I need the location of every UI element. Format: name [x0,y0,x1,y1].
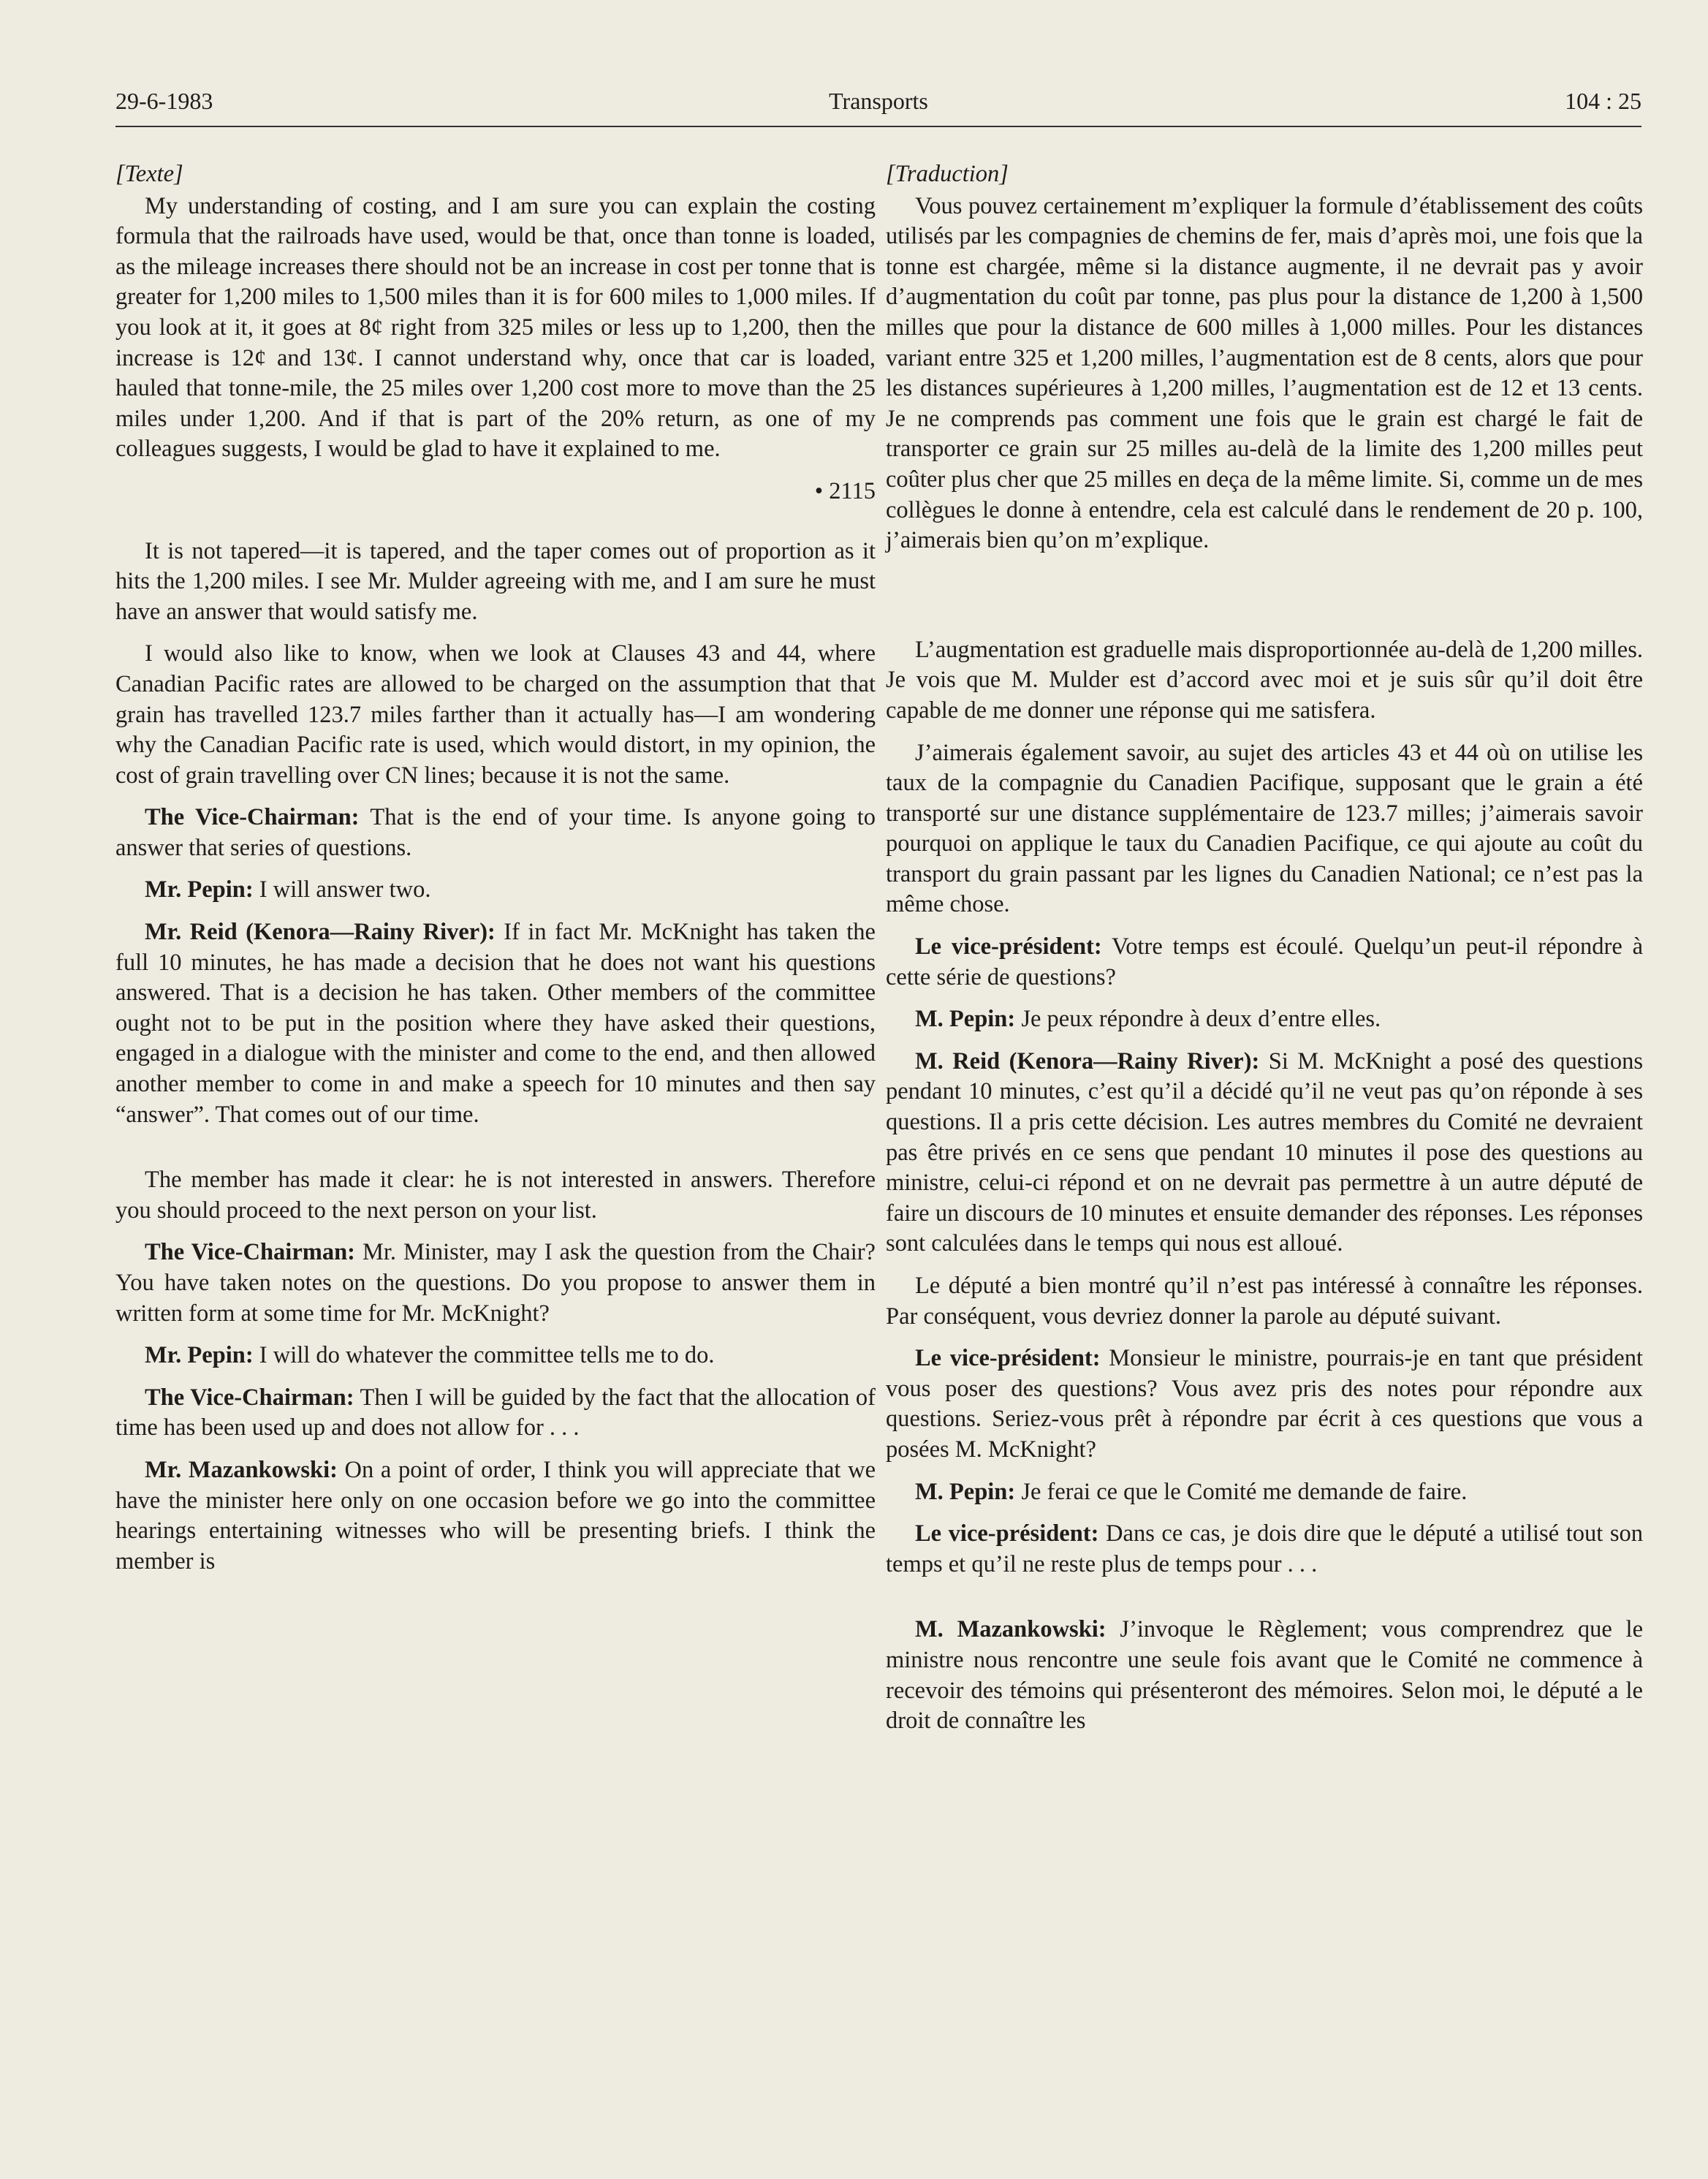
header-title: Transports [829,88,928,114]
speaker-name: The Vice-Chairman: [145,1239,355,1266]
speech-text: Si M. McKnight a posé des questions pendant 10 minutes, c’est qu’il a décidé qu’il ne veut pas qu’on réponde à ses questions. Il a pris cette décision. Les autres membres du Comité ne devraient pas être privés en ce sens que pendant 10 minutes il pose des questions au ministre, celui-ci répond et on ne devrait pas permettre à un autre député de faire un discours de 10 minutes et ensuite demander des réponses. Les réponses sont calculées dans le temps qui nous est alloué. [886,1047,1643,1257]
page-header [115,79,1641,127]
speech-text: Mr. Minister, may I ask the question from the Chair? You have taken notes on the questions. Do you propose to answer them in written form at some time for Mr. McKnight? [115,1239,876,1327]
paragraph: I would also like to know, when we look at Clauses 43 and 44, where Canadian Pacific rates are allowed to be charged on the assumption that that grain has travelled 123.7 miles farther than it actually has—I am wondering why the Canadian Pacific rate is used, which would distort, in my opinion, the cost of grain travelling over CN lines; because it is not the same. [115,640,876,789]
speaker-name: M. Pepin: [915,1006,1016,1033]
speech-text: If in fact Mr. McKnight has taken the full 10 minutes, he has made a decision that he does not want his questions answered. That is a decision he has taken. Other members of the committee ought not to be put in the position where they have asked their questions, engaged in a dialogue with the minister and come to the end, and then allowed another member to come in and make a speech for 10 minutes and then say “answer”. That comes out of our time. [115,919,876,1128]
speaker-name: Le vice-président: [915,1345,1101,1372]
speech-paragraph [115,1383,876,1444]
speaker-name: Mr. Pepin: [145,876,254,903]
speech-paragraph [886,1047,1643,1259]
speech-paragraph [886,1004,1643,1035]
paragraph: Vous pouvez certainement m’expliquer la formule d’établissement des coûts utilisés par les compagnies de chemins de fer, mais d’après moi, une fois que la tonne est chargée, même si la distance augmente, il ne devrait pas y avoir d’augmentation du coût par tonne, pas plus pour la distance de 1,200 à 1,500 milles que pour la distance de 600 milles à 1,000 milles. Pour les distances variant entre 325 et 1,200 milles, l’augmentation est de 8 cents, alors que pour les distances supérieures à 1,200 milles, l’augmentation est de 12 et 13 cents. Je ne comprends pas comment une fois que le grain est chargé le fait de transporter ce grain sur 25 milles au-delà de la limite des 1,200 milles peut coûter plus cher que 25 milles en deça de la même limite. Si, comme un de mes collègues le donne à entendre, cela est calculé dans le rendement de 20 p. 100, j’aimerais bien qu’on m’explique. [886,192,1643,554]
speaker-name: The Vice-Chairman: [145,1384,354,1411]
header-page-number: 104 : 25 [1565,88,1641,114]
speech-text: Je ferai ce que le Comité me demande de faire. [1015,1478,1468,1505]
paragraph: J’aimerais également savoir, au sujet des articles 43 et 44 où on utilise les taux de la compagnie du Canadien Pacifique, supposant que le grain a été transporté sur une distance supplémentaire de 123.7 milles; j’aimerais savoir pourquoi on applique le taux du Canadien Pacifique, ce qui ajoute au coût du transport du grain passant par les lignes du Canadien National; ce n’est pas la même chose. [886,739,1643,918]
paragraph: L’augmentation est graduelle mais disproportionnée au-delà de 1,200 milles. Je vois que M. Mulder est d’accord avec moi et je suis sûr qu’il doit être capable de me donner une réponse qui me satisfera. [886,636,1643,724]
speech-paragraph [115,875,876,906]
column-label: [Texte] [115,161,183,187]
speaker-name: M. Mazankowski: [915,1616,1107,1643]
header-date: 29-6-1983 [115,88,213,114]
speaker-name: Mr. Mazankowski: [145,1456,338,1483]
speech-paragraph [886,932,1643,993]
english-column [115,159,876,1588]
speech-text: Votre temps est écoulé. Quelqu’un peut-il répondre à cette série de questions? [886,933,1643,990]
speaker-name: Mr. Reid (Kenora—Rainy River): [145,919,496,946]
speaker-name: Mr. Pepin: [145,1342,254,1369]
speech-text: Then I will be guided by the fact that the allocation of time has been used up and does not allow for . . . [115,1384,876,1441]
paragraph: Le député a bien montré qu’il n’est pas intéressé à connaître les réponses. Par conséquent, vous devriez donner la parole au député suivant. [886,1273,1643,1330]
speech-paragraph [115,1455,876,1577]
speech-paragraph [886,1519,1643,1580]
speech-paragraph [886,1477,1643,1508]
speech-text: Je peux répondre à deux d’entre elles. [1015,1006,1381,1033]
speech-text: J’invoque le Règlement; vous comprendrez que le ministre nous rencontre une seule fois avant que le Comité ne commence à recevoir des témoins qui présenteront des mémoires. Selon moi, le député a le droit de connaître les [886,1616,1643,1735]
speaker-name: The Vice-Chairman: [145,804,360,831]
speaker-name: Le vice-président: [915,1520,1099,1547]
speech-paragraph [115,803,876,863]
speaker-name: M. Pepin: [915,1478,1016,1505]
speech-paragraph [115,1238,876,1329]
speech-text: Dans ce cas, je dois dire que le député a utilisé tout son temps et qu’il ne reste plus de temps pour . . . [886,1520,1643,1577]
speech-text: I will answer two. [253,876,431,903]
speech-text: Monsieur le ministre, pourrais-je en tant que président vous poser des questions? Vous avez pris des notes pour répondre aux questions. Seriez-vous prêt à répondre par écrit à ces questions que vous a posées M. McKnight? [886,1345,1643,1463]
speech-text: That is the end of your time. Is anyone going to answer that series of questions. [115,804,876,861]
speech-paragraph [115,917,876,1130]
speech-paragraph [886,1344,1643,1465]
paragraph: It is not tapered—it is tapered, and the taper comes out of proportion as it hits the 1,200 miles. I see Mr. Mulder agreeing with me, and I am sure he must have an answer that would satisfy me. [115,537,876,625]
speaker-name: Le vice-président: [915,933,1102,960]
speech-text: On a point of order, I think you will appreciate that we have the minister here only on one occasion before we go into the committee hearings entertaining witnesses who will be presenting briefs. I think the member is [115,1456,876,1574]
paragraph: The member has made it clear: he is not interested in answers. Therefore you should proceed to the next person on your list. [115,1167,876,1224]
french-column [886,159,1643,1748]
speech-paragraph [886,1615,1643,1736]
speech-paragraph [115,1341,876,1371]
time-marker: • 2115 [814,477,876,504]
paragraph: My understanding of costing, and I am sure you can explain the costing formula that the railroads have used, would be that, once than tonne is loaded, as the mileage increases there should not be an increase in cost per tonne that is greater for 1,200 miles to 1,500 miles than it is for 600 miles to 1,000 miles. If you look at it, it goes at 8¢ right from 325 miles or less up to 1,200, then the increase is 12¢ and 13¢. I cannot understand why, once that car is loaded, hauled that tonne-mile, the 25 miles over 1,200 cost more to move than the 25 miles under 1,200. And if that is part of the 20% return, as one of my colleagues suggests, I would be glad to have it explained to me. [115,192,876,463]
column-label: [Traduction] [886,161,1009,187]
speaker-name: M. Reid (Kenora—Rainy River): [915,1047,1260,1075]
speech-text: I will do whatever the committee tells me to do. [253,1342,715,1369]
